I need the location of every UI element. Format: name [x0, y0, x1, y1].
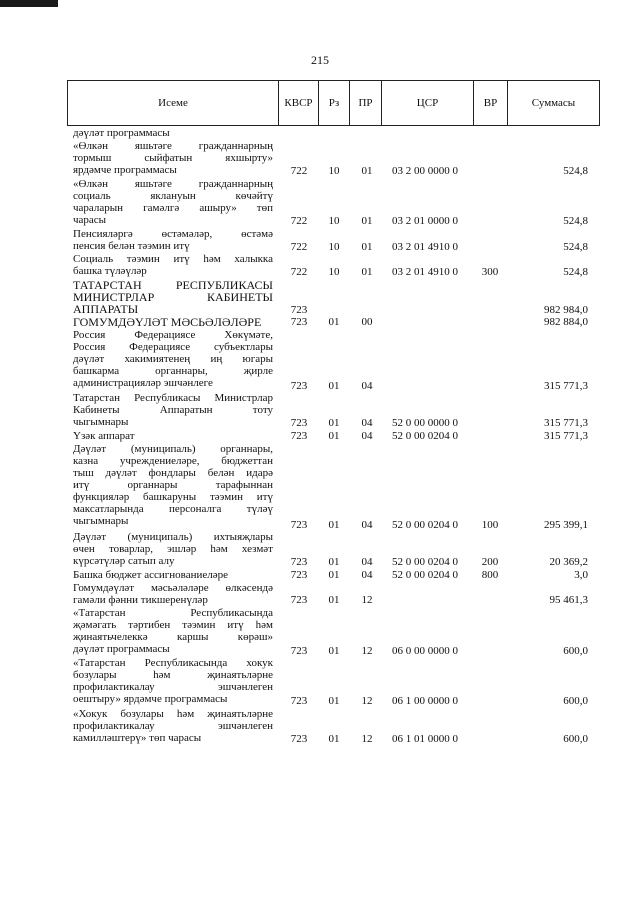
row-pr: 12 [361, 594, 373, 607]
row-rz: 10 [328, 215, 340, 228]
row-name-line: дәүләт программасы [73, 127, 170, 139]
header-rz: Рз [319, 81, 350, 125]
row-sum: 524,8 [563, 265, 588, 278]
row-vr: 300 [481, 265, 499, 278]
row-rz: 01 [328, 379, 340, 392]
header-name: Исеме [68, 81, 279, 125]
row-name-line: «Өлкән яшьтәге гражданнарның [73, 177, 273, 190]
row-name [73, 279, 273, 315]
row-name-line: Россия Федерациясе Хөкүмәте, [73, 329, 273, 342]
row-kvsr: 723 [290, 316, 308, 329]
row-sum: 315 771,3 [544, 430, 588, 443]
row-name [73, 708, 273, 744]
row-csr: 06 0 00 0000 0 [392, 644, 458, 657]
row-kvsr: 723 [290, 695, 308, 708]
row-name-line: Татарстан Республикасы Министрлар [73, 392, 273, 405]
row-kvsr: 723 [290, 594, 308, 607]
row-name-line: чыгымнары [73, 416, 129, 429]
row-name-line: «Хокук бозулары һәм җинаятьләрне [73, 707, 273, 720]
row-kvsr: 723 [290, 303, 308, 316]
row-rz: 01 [328, 556, 340, 569]
row-name-line: җинаятьчелеккә каршы көрәш» [73, 630, 273, 643]
row-name [73, 657, 273, 705]
row-name-line: «Татарстан Республикасында [73, 606, 273, 619]
row-vr: 800 [481, 569, 499, 582]
row-rz: 10 [328, 164, 340, 177]
row-kvsr: 722 [290, 164, 308, 177]
row-pr: 00 [361, 316, 373, 329]
row-name [73, 178, 273, 226]
row-name-line: АППАРАТЫ [73, 302, 139, 315]
row-name-line: башка түләүләр [73, 265, 147, 278]
row-name-line: ТАТАРСТАН РЕСПУБЛИКАСЫ [73, 278, 273, 291]
row-kvsr: 723 [290, 556, 308, 569]
row-name-line: ГОМУМДӘҮЛӘТ МӘСЬӘЛӘЛӘРЕ [73, 316, 262, 329]
row-name [73, 228, 273, 252]
row-pr: 01 [361, 215, 373, 228]
row-pr: 04 [361, 569, 373, 582]
row-pr: 04 [361, 379, 373, 392]
row-sum: 600,0 [563, 695, 588, 708]
row-sum: 982 884,0 [544, 316, 588, 329]
row-pr: 01 [361, 265, 373, 278]
header-vr: ВР [474, 81, 508, 125]
row-rz: 10 [328, 240, 340, 253]
row-pr: 12 [361, 644, 373, 657]
row-rz: 01 [328, 430, 340, 443]
row-name-line: Россия Федерациясе субъектлары [73, 341, 273, 354]
row-name-line: Пенсияләргә өстәмәләр, өстәмә [73, 228, 273, 241]
row-vr: 200 [481, 556, 499, 569]
row-pr: 04 [361, 417, 373, 430]
row-name [73, 569, 273, 581]
row-name [73, 531, 273, 567]
row-name-line: профилактикалау эшчәнлеген [73, 681, 273, 694]
row-name [73, 253, 273, 277]
row-name-line: социаль яклануын көчәйтү [73, 189, 273, 202]
row-vr: 100 [481, 518, 499, 531]
row-csr: 03 2 00 0000 0 [392, 164, 458, 177]
row-name-line: казна учреждениеләре, бюджеттан [73, 454, 273, 467]
row-name-line: «Татарстан Республикасында хокук [73, 657, 273, 670]
row-name-line: бозулары һәм җинаятьләрне [73, 669, 273, 682]
row-name-line: Кабинеты Аппаратын тоту [73, 404, 273, 417]
row-sum: 3,0 [574, 569, 588, 582]
row-rz: 01 [328, 316, 340, 329]
row-pr: 04 [361, 518, 373, 531]
row-csr: 52 0 00 0204 0 [392, 556, 458, 569]
row-rz: 01 [328, 417, 340, 430]
row-pr: 12 [361, 733, 373, 746]
row-rz: 01 [328, 733, 340, 746]
row-kvsr: 723 [290, 733, 308, 746]
row-name-line: профилактикалау эшчәнлеген [73, 719, 273, 732]
row-name-line: Дәүләт (муниципаль) ихтыяҗлары [73, 531, 273, 544]
row-name-line: Үзәк аппарат [73, 430, 135, 443]
row-name-line: итү органнары тарафыннан [73, 478, 273, 491]
row-name [73, 329, 273, 389]
row-kvsr: 722 [290, 215, 308, 228]
row-csr: 52 0 00 0204 0 [392, 518, 458, 531]
page-number: 215 [311, 53, 329, 67]
header-csr: ЦСР [382, 81, 474, 125]
row-name-line: максатларында персоналга түләү [73, 502, 273, 515]
row-sum: 95 461,3 [549, 594, 588, 607]
row-name-line: ярдәмче программасы [73, 163, 177, 176]
row-pr: 01 [361, 240, 373, 253]
row-pr: 12 [361, 695, 373, 708]
row-sum: 600,0 [563, 733, 588, 746]
row-name-line: камилләштерү» төп чарасы [73, 731, 202, 744]
row-rz: 01 [328, 518, 340, 531]
row-name [73, 607, 273, 655]
row-name-line: башкарма органнары, җирле [73, 365, 273, 378]
row-name-line: тыш дәүләт фондлары белән идарә [73, 466, 273, 479]
row-name [73, 582, 273, 606]
row-name-line: дәүләт программасы [73, 642, 170, 655]
row-name-line: Дәүләт (муниципаль) органнары, [73, 442, 273, 455]
row-pr: 04 [361, 556, 373, 569]
row-name-line: пенсия белән тәэмин итү [73, 240, 190, 253]
row-kvsr: 723 [290, 430, 308, 443]
row-name-line: «Өлкән яшьтәге гражданнарның [73, 139, 273, 152]
row-rz: 01 [328, 594, 340, 607]
row-name-line: дәүләт хакимиятенең иң югары [73, 353, 273, 366]
row-name-line: Гомумдәүләт мәсьәләләре өлкәсендә [73, 581, 273, 594]
row-name-line: өчен товарлар, эшләр һәм хезмәт [73, 543, 273, 556]
row-sum: 20 369,2 [549, 556, 588, 569]
row-name-line: җәмәгать тәртибен тәэмин итү һәм [73, 618, 273, 631]
row-kvsr: 723 [290, 518, 308, 531]
row-sum: 524,8 [563, 240, 588, 253]
row-sum: 982 984,0 [544, 303, 588, 316]
row-csr: 06 1 00 0000 0 [392, 695, 458, 708]
row-name-line: тормыш сыйфатын яхшырту» [73, 151, 273, 164]
row-rz: 01 [328, 644, 340, 657]
row-name-line: МИНИСТРЛАР КАБИНЕТЫ [73, 290, 273, 303]
row-csr: 03 2 01 4910 0 [392, 265, 458, 278]
row-rz: 01 [328, 695, 340, 708]
row-name [73, 316, 273, 328]
row-name-line: оештыру» ярдәмче программасы [73, 693, 228, 706]
row-name-line: күрсәтүләр сатып алу [73, 555, 175, 568]
row-csr: 52 0 00 0204 0 [392, 430, 458, 443]
row-name [73, 127, 273, 139]
row-name-line: чарасы [73, 213, 107, 226]
row-sum: 600,0 [563, 644, 588, 657]
row-name-line: гамәли фәнни тикшеренүләр [73, 593, 208, 606]
row-sum: 524,8 [563, 164, 588, 177]
row-name-line: чыгымнары [73, 514, 129, 527]
row-pr: 01 [361, 164, 373, 177]
row-pr: 04 [361, 430, 373, 443]
row-csr: 03 2 01 4910 0 [392, 240, 458, 253]
row-name [73, 430, 273, 442]
row-name [73, 392, 273, 428]
row-kvsr: 723 [290, 644, 308, 657]
row-kvsr: 722 [290, 240, 308, 253]
row-csr: 52 0 00 0000 0 [392, 417, 458, 430]
row-kvsr: 723 [290, 417, 308, 430]
row-rz: 10 [328, 265, 340, 278]
row-kvsr: 722 [290, 265, 308, 278]
row-name-line: чараларын гамәлгә ашыру» төп [73, 201, 273, 214]
row-name [73, 140, 273, 176]
row-name-line: Башка бюджет ассигнованиеләре [73, 569, 228, 582]
row-name [73, 443, 273, 527]
header-pr: ПР [350, 81, 382, 125]
row-name-line: Социаль тәэмин итү һәм халыкка [73, 253, 273, 266]
row-csr: 03 2 01 0000 0 [392, 215, 458, 228]
header-sum: Суммасы [531, 97, 576, 109]
header-kvsr: КВСР [279, 81, 319, 125]
row-sum: 295 399,1 [544, 518, 588, 531]
row-sum: 315 771,3 [544, 379, 588, 392]
row-name-line: функцияләр башкаруны тәэмин итү [73, 490, 273, 503]
row-csr: 52 0 00 0204 0 [392, 569, 458, 582]
row-csr: 06 1 01 0000 0 [392, 733, 458, 746]
row-kvsr: 723 [290, 569, 308, 582]
row-name-line: администрацияләр эшчәнлеге [73, 377, 213, 390]
row-kvsr: 723 [290, 379, 308, 392]
row-rz: 01 [328, 569, 340, 582]
row-sum: 524,8 [563, 215, 588, 228]
row-sum: 315 771,3 [544, 417, 588, 430]
